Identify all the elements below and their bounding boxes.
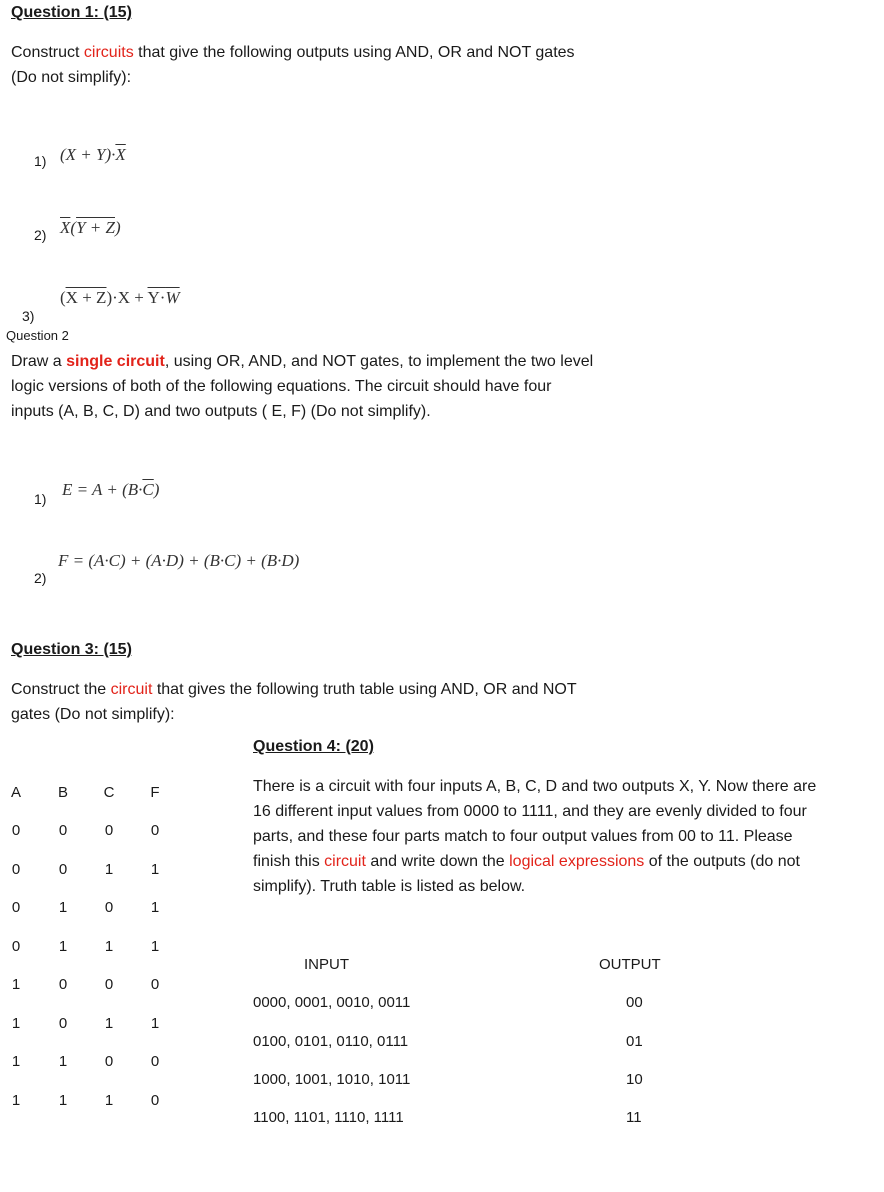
- table-cell: 0: [150, 822, 160, 839]
- input-header: INPUT: [304, 956, 349, 973]
- io-row-2-input: 0100, 0101, 0110, 0111: [253, 1033, 409, 1050]
- header-c: C: [103, 784, 115, 801]
- q1-text: Construct circuits that give the following outputs using AND, OR and NOT gates (Do not simplify):: [11, 44, 575, 86]
- q1-expression-2: $\overline{X}(Y + Z)$: [60, 218, 121, 237]
- table-cell: 1: [11, 976, 21, 993]
- table-cell: 1: [104, 861, 114, 878]
- table-cell: 0: [150, 976, 160, 993]
- io-row-2-output: 01: [626, 1033, 643, 1050]
- table-cell: 0: [58, 1015, 68, 1032]
- table-cell: 1: [150, 899, 160, 916]
- io-row-4-input: 1100, 1101, 1110, 1111: [253, 1109, 404, 1126]
- table-cell: 1: [11, 1092, 21, 1109]
- table-cell: 1: [58, 1053, 68, 1070]
- table-cell: 1: [104, 1092, 114, 1109]
- q2-equation-f: F = (A·C) + (A·D) + (B·C) + (B·D): [58, 551, 300, 570]
- table-cell: 1: [58, 1092, 68, 1109]
- q4-text: There is a circuit with four inputs A, B, C, D and two outputs X, Y. Now there are 16 different input values from 0000 to 1111, and they are evenly divided to four parts, and these four parts match to four output values from 00 to 11. Please finish this circuit and write down the logical expressions of the outputs (do not simplify). Truth table is listed as below.: [253, 778, 817, 895]
- table-cell: 0: [104, 899, 114, 916]
- table-cell: 1: [11, 1015, 21, 1032]
- header-f: F: [150, 784, 160, 801]
- io-row-3-output: 10: [626, 1071, 643, 1088]
- q3-text: Construct the circuit that gives the following truth table using AND, OR and NOT gates (Do not simplify):: [11, 681, 577, 723]
- table-cell: 1: [104, 938, 114, 955]
- table-cell: 1: [150, 861, 160, 878]
- table-cell: 0: [11, 938, 21, 955]
- table-cell: 0: [58, 976, 68, 993]
- q1-title: Question 1: (15): [11, 4, 132, 21]
- table-cell: 1: [150, 1015, 160, 1032]
- io-row-3-input: 1000, 1001, 1010, 1011: [253, 1071, 411, 1088]
- io-row-1-output: 00: [626, 994, 643, 1011]
- q1-expression-3: (X + Z)·X + Y·W: [60, 288, 180, 307]
- table-cell: 0: [104, 1053, 114, 1070]
- table-cell: 1: [150, 938, 160, 955]
- q2-equation-e: $E = A + (B\cdot\overline{C})$: [62, 480, 160, 499]
- table-cell: 1: [11, 1053, 21, 1070]
- header-a: A: [10, 784, 21, 801]
- table-cell: 1: [58, 899, 68, 916]
- io-row-1-input: 0000, 0001, 0010, 0011: [253, 994, 411, 1011]
- table-cell: 0: [11, 822, 21, 839]
- table-cell: 1: [58, 938, 68, 955]
- io-row-4-output: 11: [626, 1109, 642, 1126]
- q3-title: Question 3: (15): [11, 641, 132, 658]
- q1-item-2-number: 2): [34, 227, 47, 243]
- header-b: B: [57, 784, 68, 801]
- q4-title: Question 4: (20): [253, 738, 374, 755]
- q2-item-2-number: 2): [34, 570, 47, 586]
- table-cell: 0: [150, 1092, 160, 1109]
- table-cell: 1: [104, 1015, 114, 1032]
- q1-item-1-number: 1): [34, 153, 47, 169]
- table-cell: 0: [58, 861, 68, 878]
- q2-title: Question 2: [6, 328, 69, 343]
- table-cell: 0: [104, 976, 114, 993]
- table-cell: 0: [11, 861, 21, 878]
- table-cell: 0: [104, 822, 114, 839]
- output-header: OUTPUT: [599, 956, 661, 973]
- table-cell: 0: [150, 1053, 160, 1070]
- q2-item-1-number: 1): [34, 491, 47, 507]
- q1-expression-1: $(X + Y)\cdot\overline{X}$: [60, 145, 126, 164]
- table-cell: 0: [11, 899, 21, 916]
- q2-text: Draw a single circuit, using OR, AND, and NOT gates, to implement the two level logic versions of both of the following equations. The circuit should have four inputs (A, B, C, D) and two outputs ( E, F) (Do not simplify).: [11, 353, 594, 420]
- table-cell: 0: [58, 822, 68, 839]
- q1-item-3-number: 3): [22, 308, 35, 324]
